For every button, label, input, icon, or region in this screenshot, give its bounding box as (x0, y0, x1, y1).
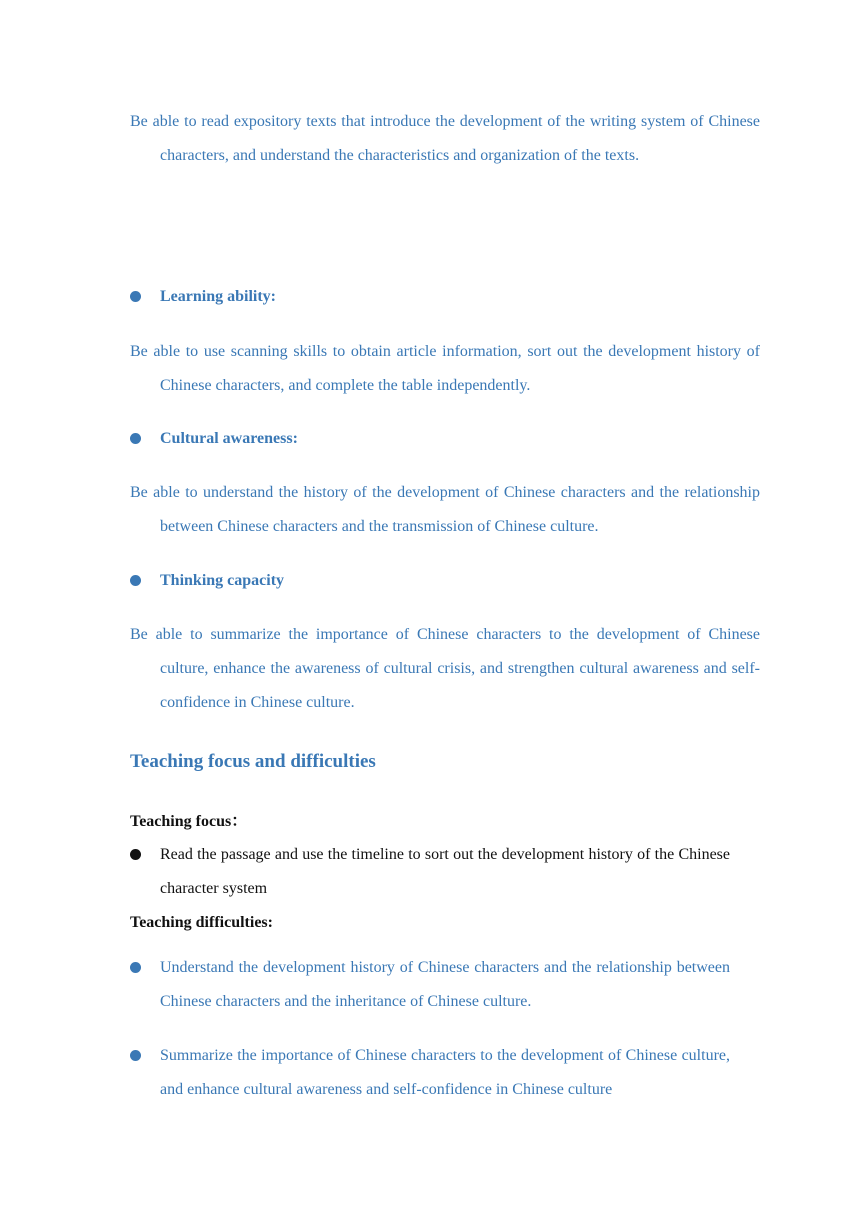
bullet-dot-icon (130, 849, 141, 860)
bullet-dot-icon (130, 291, 141, 302)
thinking-capacity-label: Thinking capacity (160, 572, 285, 589)
reading-objective-text: Be able to read expository texts that introduce the development of the writing system of Chinese characters, and understand the characteristics and organization of the texts. (130, 113, 760, 164)
difficulty-item-text: Summarize the importance of Chinese characters to the development of Chinese culture, and enhance cultural awareness and self-confidence in Chinese culture (160, 1047, 730, 1098)
bullet-dot-icon (130, 433, 141, 444)
focus-item-text: Read the passage and use the timeline to sort out the development history of the Chinese character system (160, 846, 730, 897)
learning-ability-text: Be able to use scanning skills to obtain article information, sort out the development history of Chinese characters, and complete the table independently. (130, 343, 760, 394)
teaching-focus-label: Teaching focus： (130, 813, 248, 830)
difficulty-item (130, 951, 730, 1019)
section-heading: Teaching focus and difficulties (130, 751, 376, 772)
thinking-capacity-bullet (130, 564, 730, 598)
cultural-awareness-bullet (130, 422, 730, 456)
thinking-capacity-text: Be able to summarize the importance of Chinese characters to the development of Chinese culture, enhance the awareness of cultural crisis, and strengthen cultural awareness and self-confidence in Chinese culture. (130, 626, 760, 711)
teaching-difficulties-label: Teaching difficulties: (130, 914, 273, 931)
bullet-dot-icon (130, 1050, 141, 1061)
cultural-awareness-label: Cultural awareness: (160, 430, 298, 447)
bullet-dot-icon (130, 575, 141, 586)
learning-ability-label: Learning ability: (160, 288, 277, 305)
cultural-awareness-text: Be able to understand the history of the development of Chinese characters and the relationship between Chinese characters and the transmission of Chinese culture. (130, 484, 760, 535)
difficulty-item (130, 1039, 730, 1107)
focus-item (130, 838, 730, 906)
bullet-dot-icon (130, 962, 141, 973)
difficulty-item-text: Understand the development history of Chinese characters and the relationship between Chinese characters and the inheritance of Chinese culture. (160, 959, 730, 1010)
learning-ability-bullet (130, 280, 730, 314)
